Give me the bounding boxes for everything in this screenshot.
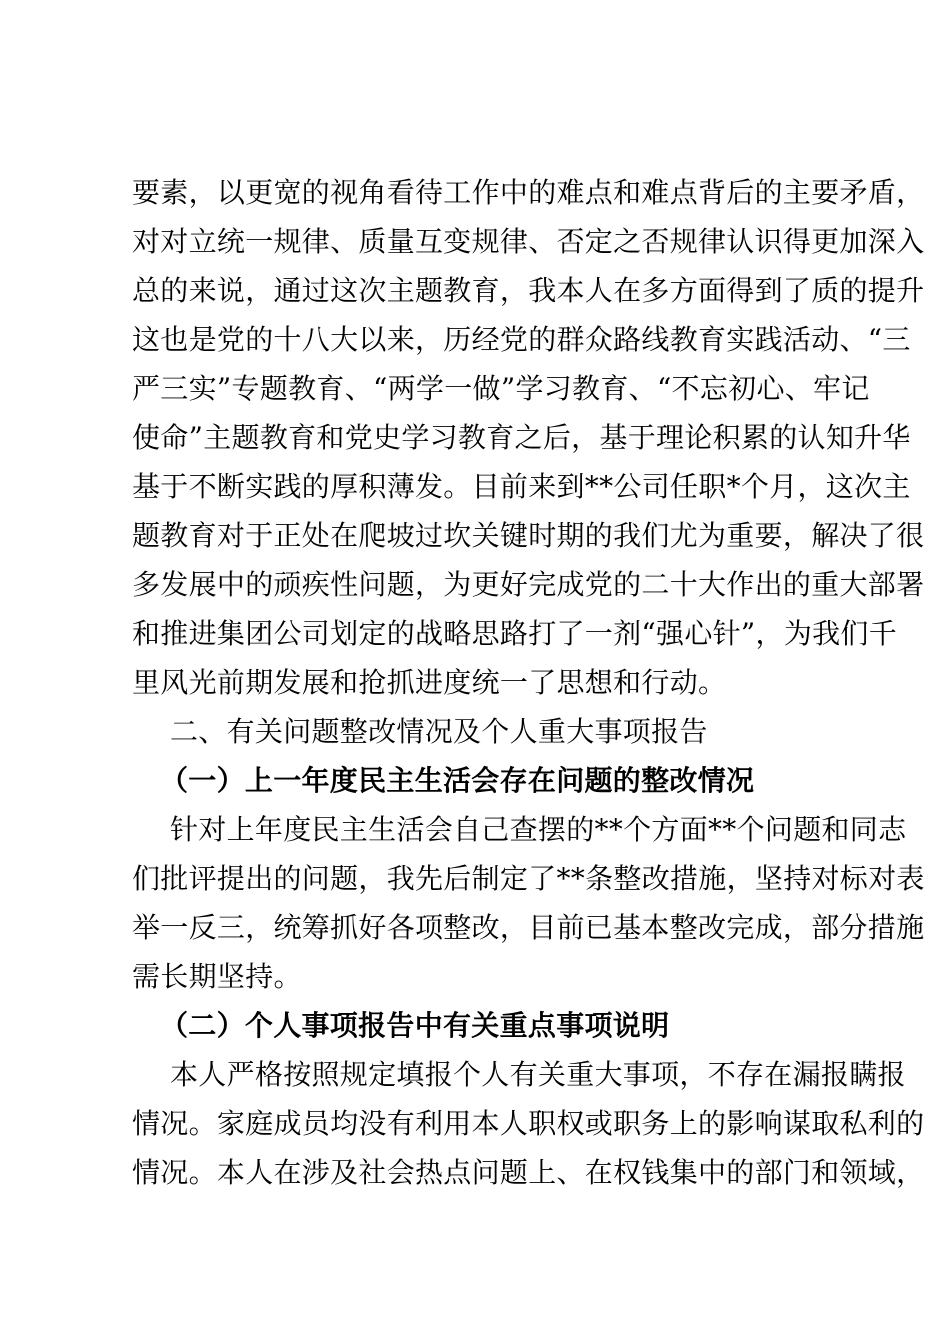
text-line-21: 情况。本人在涉及社会热点问题上、在权钱集中的部门和领域， <box>132 1156 925 1189</box>
subsection-heading-1: （一）上一年度民主生活会存在问题的整改情况 <box>160 764 755 797</box>
text-line-11: 里风光前期发展和抢抓进度统一了思想和行动。 <box>132 666 727 699</box>
text-line-17: 需长期坚持。 <box>132 960 302 993</box>
text-line-9: 多发展中的顽疾性问题，为更好完成党的二十大作出的重大部署 <box>132 568 925 601</box>
text-line-3: 总的来说，通过这次主题教育，我本人在多方面得到了质的提升 <box>132 274 925 307</box>
text-line-6: 使命”主题教育和党史学习教育之后，基于理论积累的认知升华 <box>132 421 911 454</box>
text-line-8: 题教育对于正处在爬坡过坎关键时期的我们尤为重要，解决了很 <box>132 519 925 552</box>
section-heading-2: 二、有关问题整改情况及个人重大事项报告 <box>170 715 708 748</box>
text-line-16: 举一反三，统筹抓好各项整改，目前已基本整改完成，部分措施 <box>132 911 925 944</box>
text-line-4: 这也是党的十八大以来，历经党的群众路线教育实践活动、“三 <box>132 323 911 356</box>
text-line-10: 和推进集团公司划定的战略思路打了一剂“强心针”，为我们千 <box>132 617 898 650</box>
text-line-19: 本人严格按照规定填报个人有关重大事项，不存在漏报瞒报 <box>170 1058 906 1091</box>
text-line-7: 基于不断实践的厚积薄发。目前来到**公司任职*个月，这次主 <box>132 470 911 503</box>
subsection-heading-2: （二）个人事项报告中有关重点事项说明 <box>160 1009 670 1042</box>
text-line-5: 严三实”专题教育、“两学一做”学习教育、“不忘初心、牢记 <box>132 372 870 405</box>
text-line-14: 针对上年度民主生活会自己查摆的**个方面**个问题和同志 <box>170 813 907 846</box>
text-line-1: 要素，以更宽的视角看待工作中的难点和难点背后的主要矛盾， <box>132 176 925 209</box>
text-line-2: 对对立统一规律、质量互变规律、否定之否规律认识得更加深入 <box>132 225 925 258</box>
text-line-20: 情况。家庭成员均没有利用本人职权或职务上的影响谋取私利的 <box>132 1107 925 1140</box>
text-line-15: 们批评提出的问题，我先后制定了**条整改措施，坚持对标对表 <box>132 862 925 895</box>
